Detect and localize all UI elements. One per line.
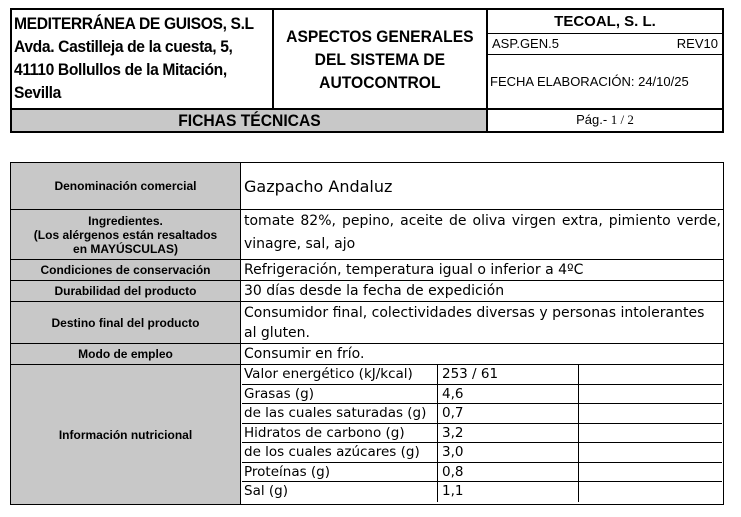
section-title-text: FICHAS TÉCNICAS: [177, 111, 321, 130]
nutrition-row: [242, 365, 722, 385]
label-ingredientes: [11, 210, 241, 259]
row-ingredientes: [11, 210, 723, 260]
document-meta: [488, 10, 722, 108]
nutrient-value: 1,1: [439, 482, 579, 502]
nutrition-row: [242, 463, 722, 483]
consultant-name: TECOAL, S. L.: [488, 10, 722, 34]
document-header: [10, 8, 724, 133]
row-modo-empleo: [11, 344, 723, 365]
document-title-line-2: DEL SISTEMA DE: [314, 49, 446, 69]
value-ingredientes: tomate 82%, pepino, aceite de oliva virgen extra, pimiento verde, vinagre, sal, ajo: [244, 213, 721, 252]
spec-table: [10, 162, 724, 505]
label-ingredientes-line-1: Ingredientes.: [88, 213, 163, 228]
label-durabilidad: Durabilidad del producto: [11, 281, 241, 301]
nutrition-row: [242, 424, 722, 444]
nutrient-name: Sal (g): [242, 482, 438, 502]
doc-code-row: [488, 34, 722, 55]
nutrient-value: 3,0: [439, 443, 579, 462]
row-nutricional: [11, 365, 723, 504]
nutrient-name: Grasas (g): [242, 385, 438, 404]
nutrient-name: Proteínas (g): [242, 463, 438, 482]
document-title-line-1: ASPECTOS GENERALES: [286, 26, 474, 46]
value-conservacion: Refrigeración, temperatura igual o inferior a 4ºC: [244, 262, 584, 278]
nutrient-name: de las cuales saturadas (g): [242, 404, 438, 423]
document-title: [274, 10, 488, 108]
doc-revision: REV10: [676, 36, 718, 51]
nutrient-value: 0,8: [439, 463, 579, 482]
nutrition-table: [242, 365, 722, 502]
doc-code: ASP.GEN.5: [492, 36, 559, 51]
nutrition-row: [242, 443, 722, 463]
row-conservacion: [11, 260, 723, 281]
row-destino: [11, 302, 723, 344]
row-denominacion: [11, 163, 723, 210]
label-ingredientes-line-3: en MAYÚSCULAS): [73, 241, 178, 256]
label-denominacion: Denominación comercial: [11, 163, 241, 209]
page-indicator: [488, 108, 722, 131]
value-denominacion: Gazpacho Andaluz: [244, 176, 393, 196]
row-durabilidad: [11, 281, 723, 302]
label-ingredientes-line-2: (Los alérgenos están resaltados: [33, 227, 218, 242]
nutrition-row: [242, 482, 722, 502]
nutrition-row: [242, 385, 722, 405]
nutrition-row: [242, 404, 722, 424]
company-address-line-2: 41110 Bollullos de la Mitación,: [14, 60, 227, 79]
page-number: 1 / 2: [610, 112, 634, 127]
company-address-line-3: Sevilla: [14, 83, 61, 102]
doc-date: FECHA ELABORACIÓN: 24/10/25: [490, 74, 689, 89]
nutrient-name: de los cuales azúcares (g): [242, 443, 438, 462]
nutrient-value: 253 / 61: [439, 365, 579, 384]
document-title-line-3: AUTOCONTROL: [319, 72, 441, 92]
label-destino: Destino final del producto: [11, 302, 241, 343]
value-destino: Consumidor final, colectividades diversas y personas intolerantes al gluten.: [244, 305, 705, 341]
company-block: [12, 10, 274, 108]
nutrient-value: 0,7: [439, 404, 579, 423]
page-label: Pág.-: [576, 112, 608, 127]
label-conservacion: Condiciones de conservación: [11, 260, 241, 280]
company-name: MEDITERRÁNEA DE GUISOS, S.L: [14, 14, 254, 33]
label-modo-empleo: Modo de empleo: [11, 344, 241, 364]
label-nutricional: Información nutricional: [11, 365, 241, 504]
nutrient-name: Hidratos de carbono (g): [242, 424, 438, 443]
company-address-line-1: Avda. Castilleja de la cuesta, 5,: [14, 37, 233, 56]
value-durabilidad: 30 días desde la fecha de expedición: [244, 283, 505, 299]
section-title: [12, 108, 488, 131]
nutrient-value: 4,6: [439, 385, 579, 404]
nutrient-value: 3,2: [439, 424, 579, 443]
value-modo-empleo: Consumir en frío.: [244, 346, 365, 362]
nutrient-name: Valor energético (kJ/kcal): [242, 365, 438, 384]
